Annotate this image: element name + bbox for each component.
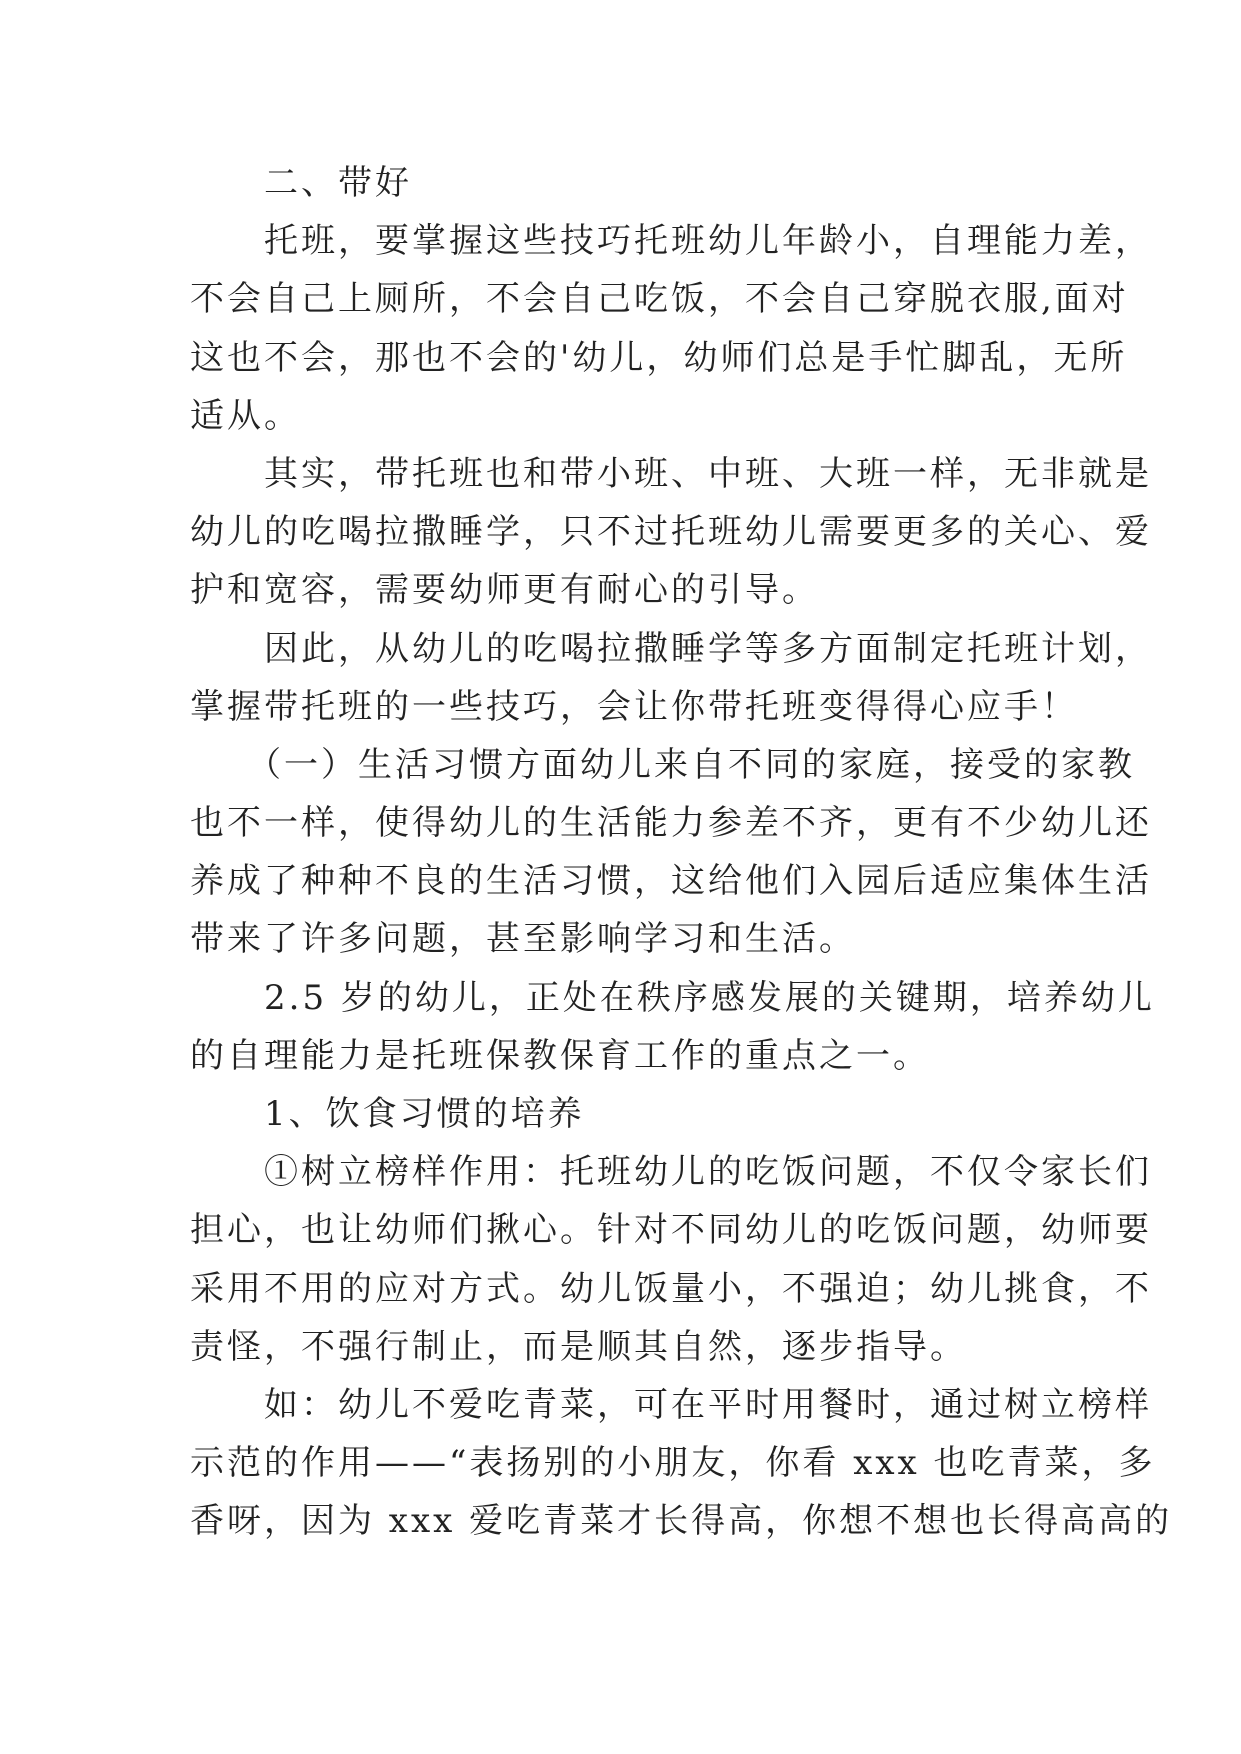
text-line: 的自理能力是托班保教保育工作的重点之一。 (190, 1035, 930, 1076)
text-line: 养成了种种不良的生活习惯，这给他们入园后适应集体生活 (190, 861, 1152, 902)
text-line: 示范的作用——“表扬别的小朋友，你看 xxx 也吃青菜，多 (190, 1443, 1156, 1484)
text-line: （一）生活习惯方面幼儿来自不同的家庭，接受的家教 (190, 744, 1135, 785)
text-line: 托班，要掌握这些技巧托班幼儿年龄小，自理能力差， (190, 221, 1152, 262)
text-line: 1、饮食习惯的培养 (190, 1094, 585, 1134)
text-line: 带来了许多问题，甚至影响学习和生活。 (190, 919, 856, 960)
text-line: 不会自己上厕所，不会自己吃饭，不会自己穿脱衣服,面对 (190, 279, 1129, 320)
text-line: 适从。 (190, 395, 301, 436)
text-line: 掌握带托班的一些技巧，会让你带托班变得得心应手！ (190, 686, 1078, 727)
text-line: 其实，带托班也和带小班、中班、大班一样，无非就是 (190, 453, 1152, 494)
text-line: 因此，从幼儿的吃喝拉撒睡学等多方面制定托班计划， (190, 628, 1152, 669)
text-line: 担心，也让幼师们揪心。针对不同幼儿的吃饭问题，幼师要 (190, 1210, 1152, 1251)
text-line: 如：幼儿不爱吃青菜，可在平时用餐时，通过树立榜样 (190, 1384, 1152, 1425)
text-line: ①树立榜样作用：托班幼儿的吃饭问题，不仅令家长们 (190, 1152, 1152, 1193)
text-line: 护和宽容，需要幼师更有耐心的引导。 (190, 570, 819, 611)
text-line: 这也不会，那也不会的'幼儿，幼师们总是手忙脚乱，无所 (190, 337, 1128, 378)
text-line: 2.5 岁的幼儿，正处在秩序感发展的关键期，培养幼儿 (190, 977, 1155, 1018)
text-line: 也不一样，使得幼儿的生活能力参差不齐，更有不少幼儿还 (190, 803, 1152, 844)
text-line: 幼儿的吃喝拉撒睡学，只不过托班幼儿需要更多的关心、爱 (190, 512, 1152, 553)
document-body (190, 154, 1173, 1551)
text-line: 责怪，不强行制止，而是顺其自然，逐步指导。 (190, 1326, 967, 1367)
text-line: 二、带好 (190, 163, 412, 203)
text-line: 香呀，因为 xxx 爱吃青菜才长得高，你想不想也长得高高的 (190, 1501, 1173, 1542)
text-line: 采用不用的应对方式。幼儿饭量小，不强迫；幼儿挑食，不 (190, 1268, 1152, 1309)
